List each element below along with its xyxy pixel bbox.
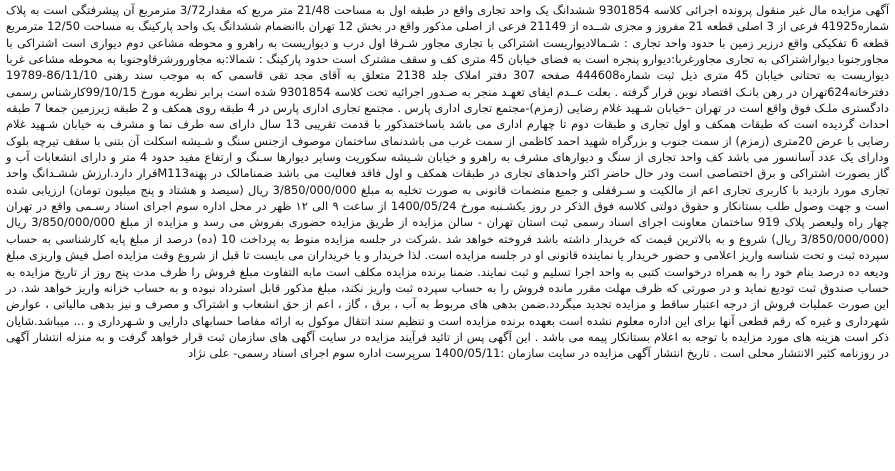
auction-notice-text: آگهی مزایده مال غیر منقول پرونده اجرائی کلاسه 9301854 ششدانگ یک واحد تجاری واقع در طبقه اول به مساحت 21/48 متر مربع که مقدار3/72 مترمربع آن پیشرفتگی است به پلاک شماره41925 فرعی از 3 اصلی قطعه 21 مفروز و مجزی شــده از 21149 فرعی از اصلی مذکور واقع در بخش 12 تهران باانضمام ششدانگ یک واحد پارکینگ به مساحت 12/50 مترمربع قطعه 6 تفکیکی واقع درزیر زمین با حدود واحد تجاری : شـمالادیواریست اشتراکی با تجاری مجاور شـرقا اول درب و دیواریست به راهرو و محوطه مشاعی دوم دیواری است اشتراکی با مجاورجنوبا دیواراشتراکی به تجاری مجاورغربا:دیوارو پنجره است به فضای خیابان 45 متری کف و سقف مشترک است حدود پارکینگ : شمالا:به مجاورورشرقاوجنوبا به محوطه مشاعی غربا دیواریست به تحتانی خیابان 45 متری ذیل ثبت شماره444608 صفحه 307 دفتر املاک جلد 2138 متعلق به آقای مجد تقی قاسمی که به موجب سند رهنی 86/11/10-19789 دفترخانه624تهران در رهن بانـک اقتصاد نوین قرار گرفته . بعلت عــدم ایفای تعهـد منجر به صـدور اجرائیه تحت کلاسه 9301854 شده است برابر نظریه مورخ 99/10/15کارشناس رسمی دادگستری ملـک فوق واقع است در تهران –خیابان شـهید غلام رضایی (زمزم)-مجتمع تجاری اداری پارس . مجتمع تجاری اداری پارس در 4 طبقه روی همکف و 2 طبقه زیرزمین جمعا 7 طبقه احداث گردیده است که طبقات همکف و اول تجاری و طبقات دوم تا چهارم اداری می باشد باساختمذکور با قدمت تقریبی 13 سال دارای سه طرف نما و مشرف به خیابان شـهید غلام رضایی با عرض 20متری (زمزم) از سمت جنوب و بزرگراه شهید احمد کاظمی از سمت غرب می باشدنمای ساختمان موصوف ازجنس سنگ و شـیشه اسکلت آن بتنی با سقف تیرچه بلوک ودارای یک عدد آسانسور می باشد کف واحد تجاری از سنگ و دیوارهای مشرف به راهرو و خیابان شـیشه سکوریت وسایر دیوارها سـنگ و ارتفاع مفید حدود 4 متر و دارای انشعابات آب و گاز بصورت اشتراکی و برق اختصاصی است ودر حال حاضر اکثر واحدهای تجاری در طبقات همکف و اول فاقد فعالیت می باشد ضمنامالک در پهنهM113قرار دارد.ارزش ششـدانگ واحد تجاری مورد بازدید با کاربری تجاری اعم از مالکیت و سـرقفلی و جمیع منضمات قانونی به صورت تخلیه به مبلغ 3/850/000/000 ریال (سیصد و هشتاد و پنج میلیون تومان) ارزیابی شده است و جهت وصول طلب بستانکار و حقوق دولتی کلاسه فوق الذکر در روز یکشـنبه مورخ 1400/05/24 از ساعت ۹ الی ۱۲ ظهر در محل اداره سوم اجرای اسناد رسـمی واقع در تهران چهار راه ولیعصر پلاک 919 ساختمان معاونت اجرای اسناد رسمی ثبت استان تهران - سالن مزایده از طریق مزایده حضوری بفروش می رسد و مزایده از مبلغ 3/850/000/000 ریال (3/850/000/000 ریال) شروع و به بالاترین قیمت که خریدار داشته باشد فروخته خواهد شد .شرکت در جلسه مزایده منوط به پرداخت 10 (ده) درصد از مبلغ پایه کارشناسی به حساب سپرده ثبت و تحت شناسه واریز اعلامی و حضور خریدار یا نماینده قانونی او در جلسه مزایده است. لذا خریدار و یا خریداران می بایست تا قبل از شروع وقت مزایده اصل فیش واریزی مبلغ ودیعه ده درصد بنام خود را به همراه درخواست کتبی به واحد اجرا تسلیم و ثبت نمایند. ضمنا برنده مزایده مکلف است مابه التفاوت مبلغ فروش را ظرف مدت پنج روز از تاریخ مزایده به حساب صندوق ثبت تودیع نماید و در صورتی که ظرف مهلت مقرر مانده فروش را به حساب سپرده ثبت واریز نکند، مبلغ مذکور قابل استرداد نبوده و به حساب خزانه واریز خواهد شد. در این صورت عملیات فروش از درجه اعتبار ساقط و مزایده تجدید میگردد.ضمن بدهی های مربوط به آب ، برق ، گاز ، اعم از حق انشعاب و اشتراک و مصرف و نیز بدهی مالیاتی ، عوارض شهرداری و غیره که رقم قطعی آنها برای این اداره معلوم نشده است بعهده برنده مزایده است و تنظیم سند انتقال موکول به ارائه مفاصا حسابهای دارایی و شـهرداری و ... میباشد.شایان ذکر است هزینه های مورد مزایده با توجه به اعلام بستانکار پیمه می باشد . این آگهی پس از تائید فرآیند مزایده در سایت آگهی های سازمان ثبت قرار خواهد گرفت و به منزله انتشار آگهی در روزنامه کثیر الانتشار محلی است . تاریخ انتشار آگهی مزایده در سایت سازمان :1400/05/11 سرپرست اداره سوم اجرای اسناد رسمی- علی نژاد [6,3,890,361]
